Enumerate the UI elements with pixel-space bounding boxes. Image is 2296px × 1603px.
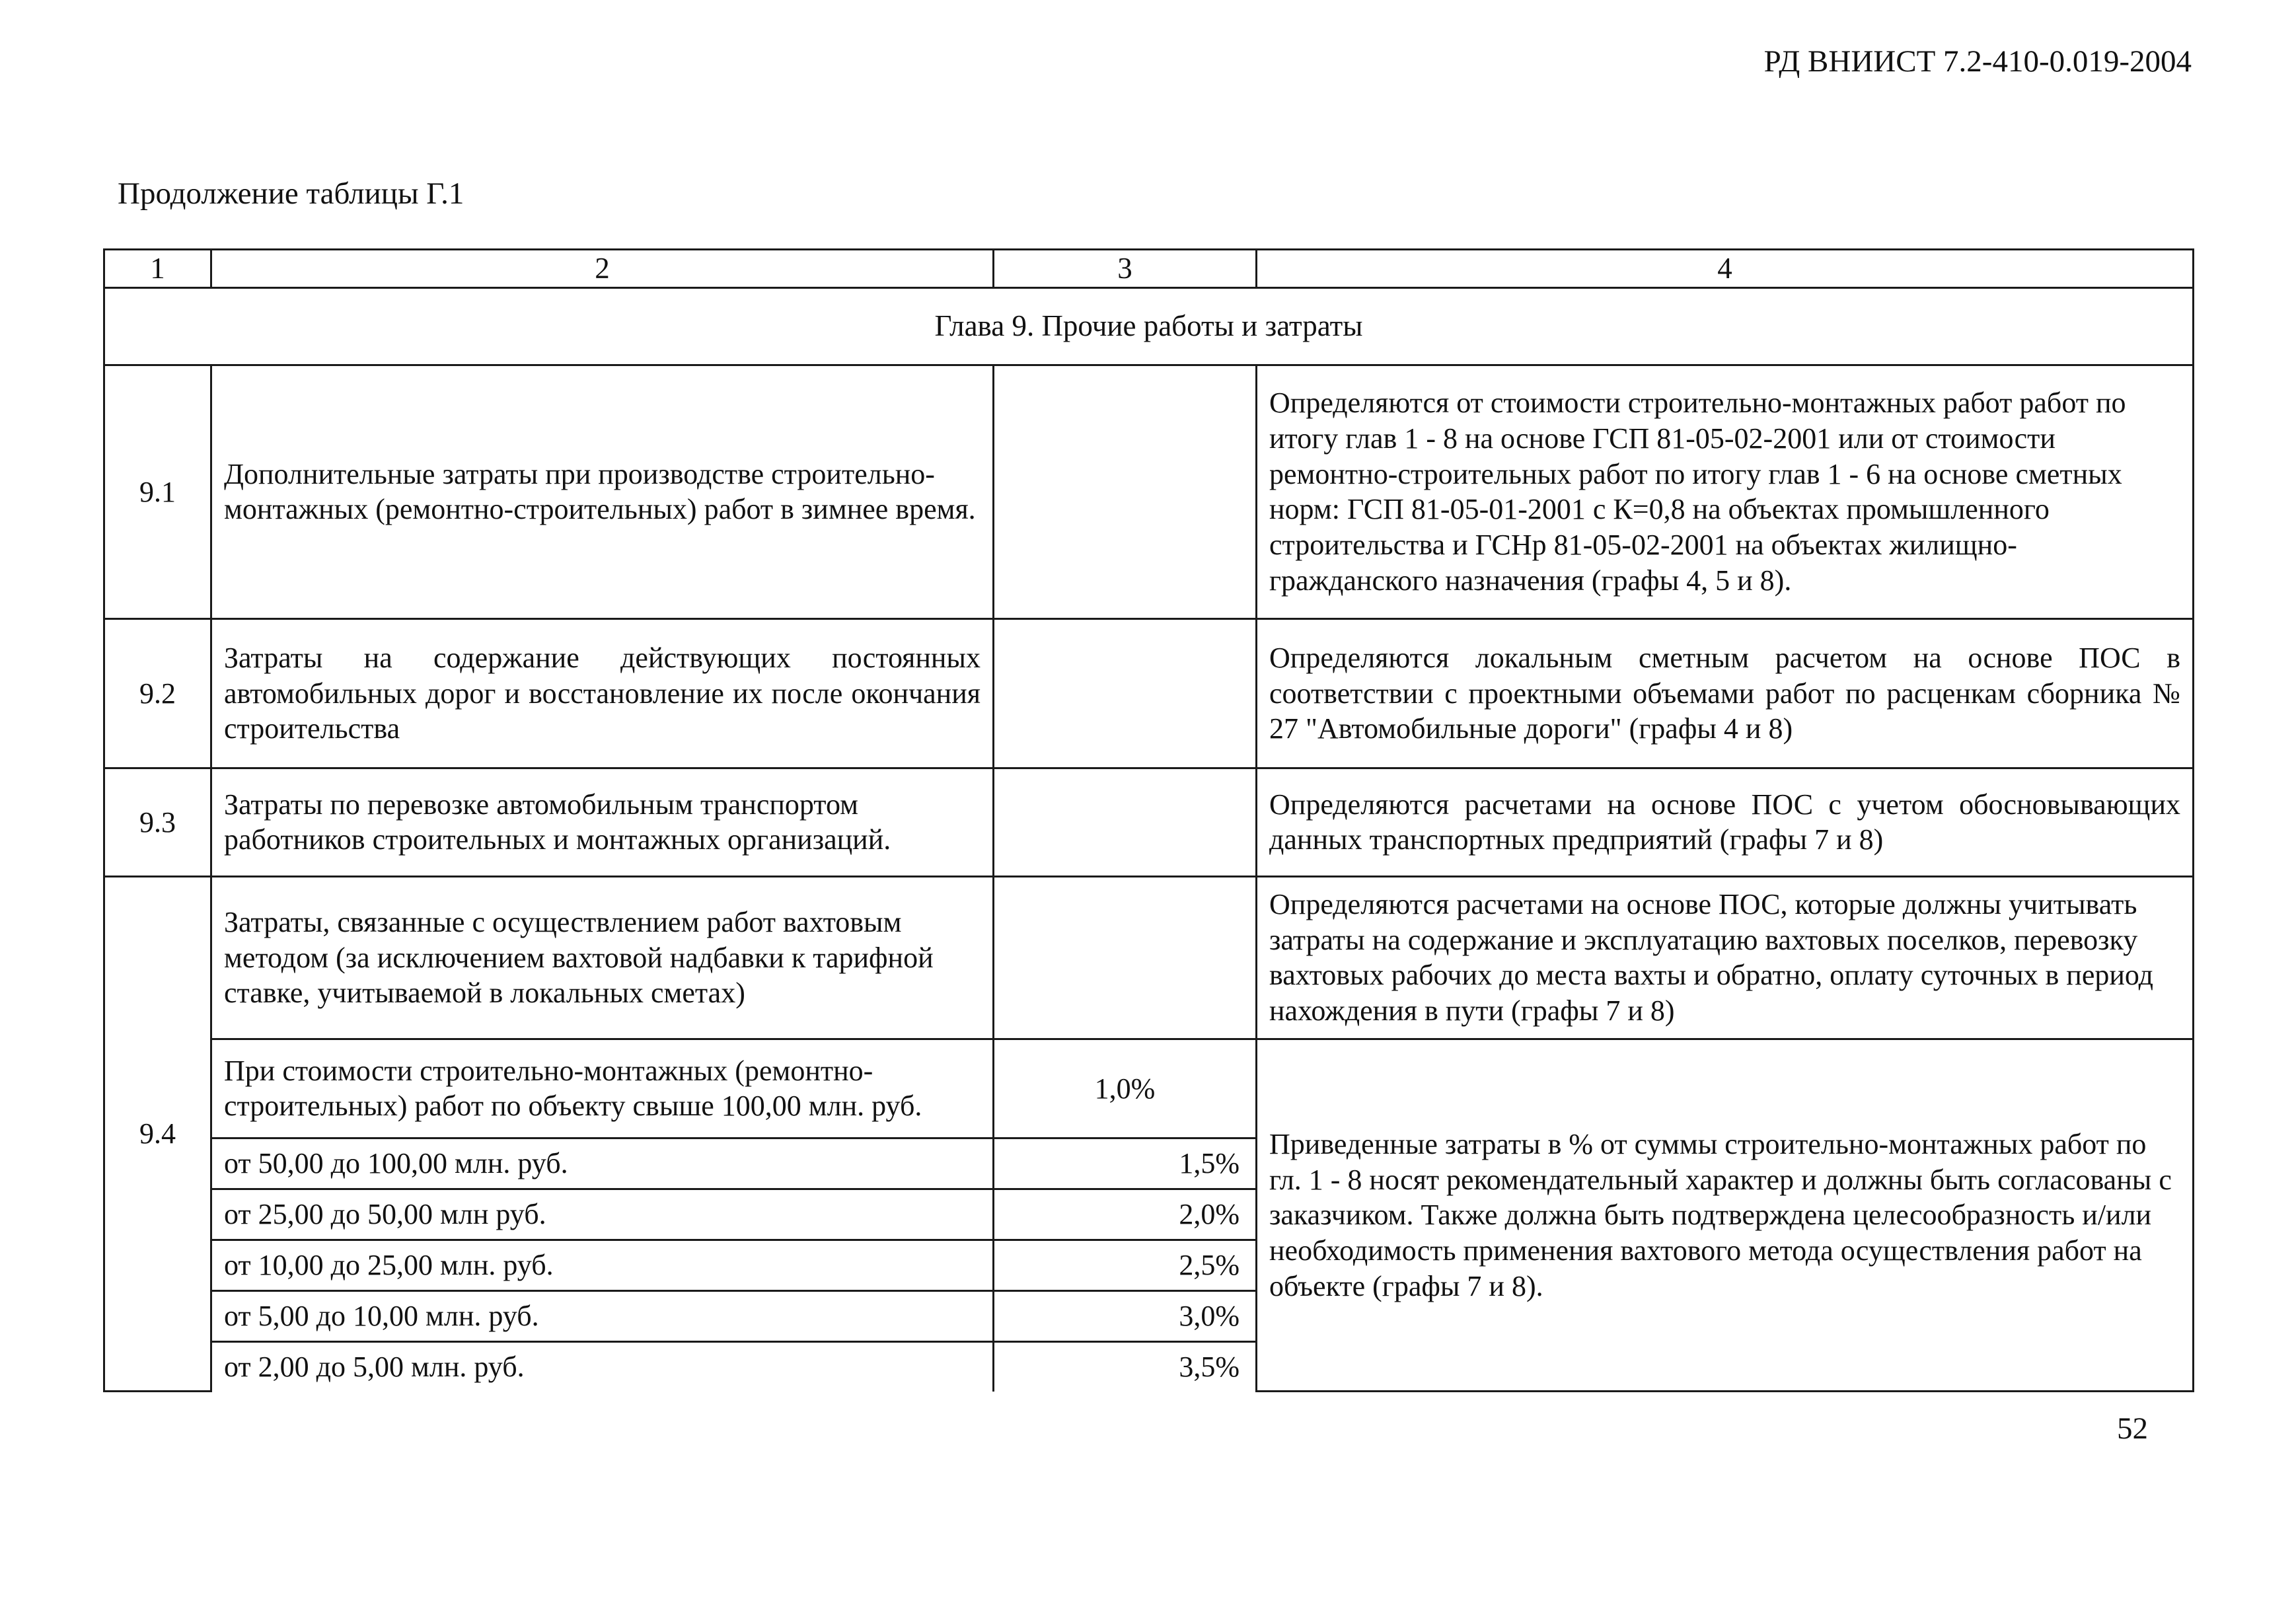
subrow-rate: 3,0% [994,1290,1257,1341]
row-number: 9.3 [104,768,211,876]
chapter-title: Глава 9. Прочие работы и затраты [104,287,2194,365]
row-rate [994,365,1257,618]
table-row [104,768,2194,876]
row-description: Затраты, связанные с осуществлением работ вахтовым методом (за исключением вахтовой надбавки к тарифной ставке, учитываемой в локальных сметах) [211,876,994,1039]
row-method: Определяются от стоимости строительно-монтажных работ работ по итогу глав 1 - 8 на основе ГСП 81-05-02-2001 или от стоимости ремонтно-строительных работ по итогу глав 1 - 6 на основе сметных норм: ГСП 81-05-01-2001 с К=0,8 на объектах промышленного строительства и ГСНр 81-05-02-2001 на объектах жилищно-гражданского назначения (графы 4, 5 и 8). [1257,365,2194,618]
subrow-label: При стоимости строительно-монтажных (ремонтно-строительных) работ по объекту свыше 100,00 млн. руб. [211,1039,994,1138]
column-header-2: 2 [211,250,994,288]
row-rate [994,768,1257,876]
row-rate [994,618,1257,768]
subrow-rate: 1,0% [994,1039,1257,1138]
table-row [104,876,2194,1039]
row-number: 9.1 [104,365,211,618]
document-code: РД ВНИИСТ 7.2-410-0.019-2004 [1763,44,2192,79]
subrow-rate: 2,5% [994,1240,1257,1290]
subrow-label: от 10,00 до 25,00 млн. руб. [211,1240,994,1290]
table-row [104,618,2194,768]
column-header-1: 1 [104,250,211,288]
row-method: Определяются расчетами на основе ПОС с учетом обосновывающих данных транспортных предприятий (графы 7 и 8) [1257,768,2194,876]
row-method: Определяются локальным сметным расчетом на основе ПОС в соответствии с проектными объемами работ по расценкам сборника № 27 "Автомобильные дороги" (графы 4 и 8) [1257,618,2194,768]
subrow-rate: 3,5% [994,1341,1257,1392]
column-header-4: 4 [1257,250,2194,288]
row-note: Приведенные затраты в % от суммы строительно-монтажных работ по гл. 1 - 8 носят рекомендательный характер и должны быть согласованы с заказчиком. Также должна быть подтверждена целесообразность и/или необходимость применения вахтового метода осуществления работ на объекте (графы 7 и 8). [1257,1039,2194,1392]
row-description: Затраты по перевозке автомобильным транспортом работников строительных и монтажных организаций. [211,768,994,876]
row-description: Затраты на содержание действующих постоянных автомобильных дорог и восстановление их после окончания строительства [211,618,994,768]
costs-table [103,248,2194,1392]
subrow-label: от 25,00 до 50,00 млн руб. [211,1189,994,1240]
row-number: 9.2 [104,618,211,768]
column-header-row [104,250,2194,288]
page-number: 52 [2117,1411,2148,1446]
table-caption: Продолжение таблицы Г.1 [118,176,464,211]
column-header-3: 3 [994,250,1257,288]
chapter-row [104,287,2194,365]
subrow-rate: 1,5% [994,1138,1257,1189]
row-rate [994,876,1257,1039]
row-description: Дополнительные затраты при производстве строительно-монтажных (ремонтно-строительных) работ в зимнее время. [211,365,994,618]
subrow-rate: 2,0% [994,1189,1257,1240]
table-subrow [104,1039,2194,1138]
row-number: 9.4 [104,876,211,1392]
subrow-label: от 2,00 до 5,00 млн. руб. [211,1341,994,1392]
subrow-label: от 50,00 до 100,00 млн. руб. [211,1138,994,1189]
subrow-label: от 5,00 до 10,00 млн. руб. [211,1290,994,1341]
table-row [104,365,2194,618]
row-method: Определяются расчетами на основе ПОС, которые должны учитывать затраты на содержание и эксплуатацию вахтовых поселков, перевозку вахтовых рабочих до места вахты и обратно, оплату суточных в период нахождения в пути (графы 7 и 8) [1257,876,2194,1039]
